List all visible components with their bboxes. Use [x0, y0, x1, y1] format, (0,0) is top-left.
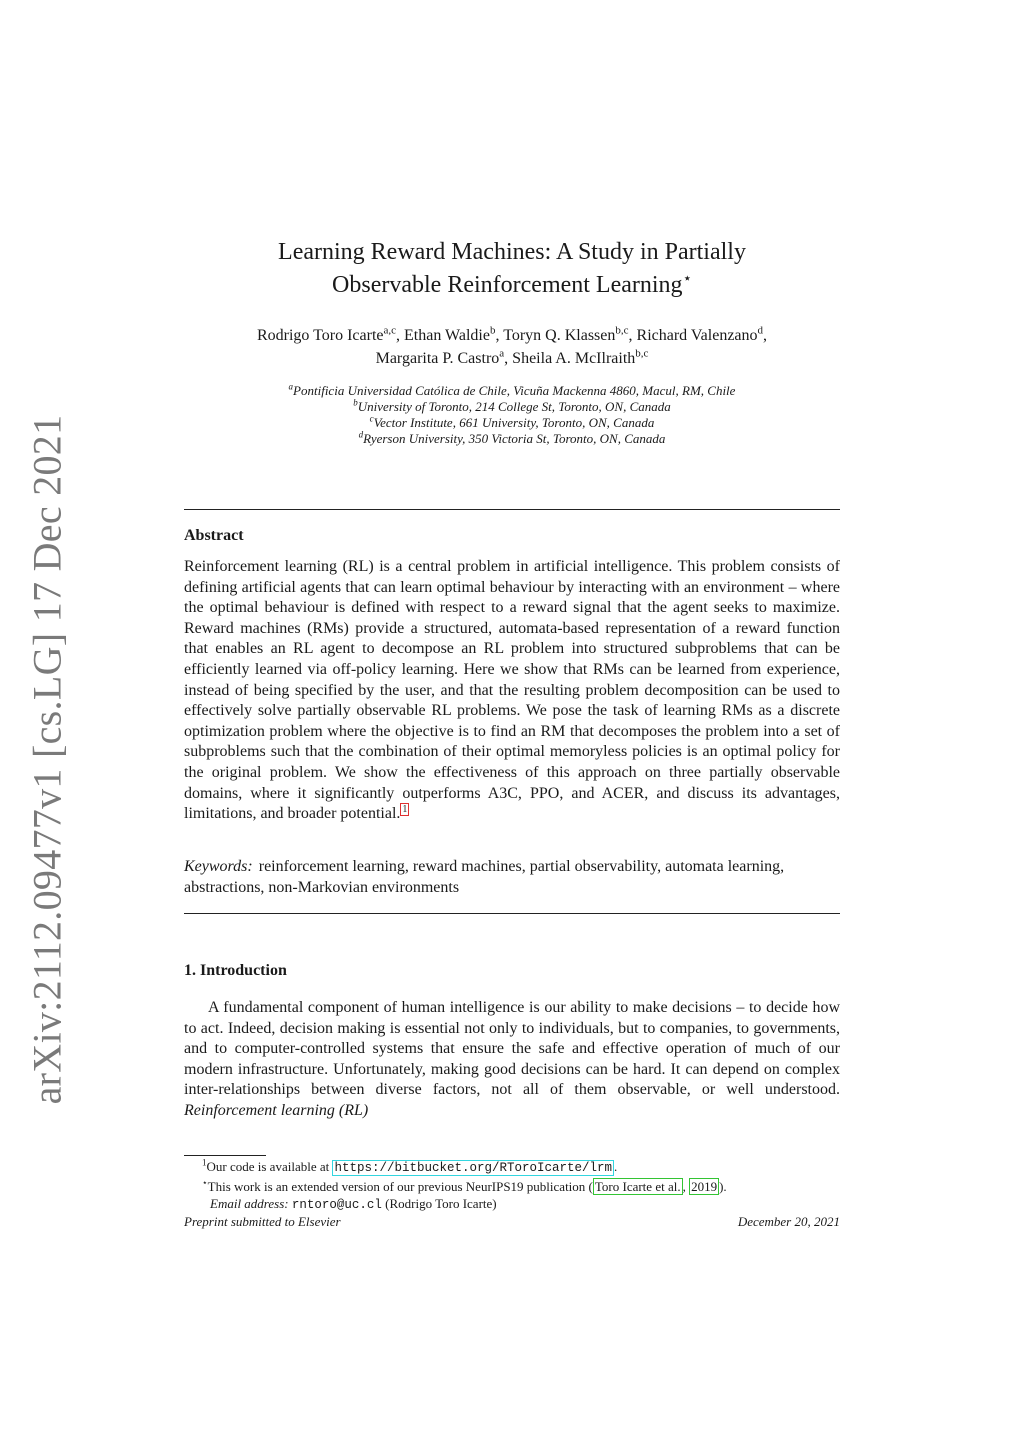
author: Toryn Q. Klassen$^{b,c}$, — [503, 324, 637, 344]
title-line-1: Learning Reward Machines: A Study in Partially — [278, 239, 746, 265]
footer-date: December 20, 2021 — [737, 1214, 840, 1229]
paper-title — [184, 236, 840, 302]
footer-journal: Preprint submitted to Elsevier — [184, 1214, 341, 1229]
author: Richard Valenzano$^d$, — [636, 324, 768, 344]
footnote-link-1[interactable]: 1 — [402, 803, 408, 815]
footnotes — [184, 1158, 840, 1215]
affiliation: $^c$Vector Institute, 661 University, Toronto, ON, Canada — [369, 413, 655, 430]
keywords-label: Keywords: — [184, 858, 253, 875]
arxiv-identifier-stamp — [12, 414, 82, 1104]
footnote-1: $^1$Our code is available at https://bitbucket.org/RToroIcarte/lrm . — [202, 1157, 618, 1175]
abstract-top-divider — [184, 509, 840, 510]
citation-link-year[interactable]: 2019 — [691, 1178, 718, 1194]
abstract-bottom-divider — [184, 913, 840, 914]
code-repository-link[interactable]: https://bitbucket.org/RToroIcarte/lrm — [334, 1161, 613, 1175]
page-footer — [184, 1214, 840, 1230]
email-footnote: Email address: rntoro@uc.cl (Rodrigo Toro Icarte) — [210, 1196, 497, 1212]
abstract-body: Reinforcement learning (RL) is a central problem in artificial intelligence. This problem consists of defining artificial agents that can learn optimal behaviour by interacting with an environment – where the optimal behaviour is defined with respect to a reward signal that the agent seeks to maximize. Reward machines (RMs) provide a structured, automata-based representation of a reward function that enables an RL agent to decompose an RL problem into structured subproblems that can be efficiently learned via off-policy learning. Here we show that RMs can be learned from experience, instead of being specified by the user, and that the resulting problem decomposition can be used to effectively solve partially observable RL problems. We pose the task of learning RMs as a discrete optimization problem where the objective is to find an RM that decomposes the problem into a set of subproblems such that the combination of their optimal memoryless policies is an optimal policy for the original problem. We show the effectiveness of this approach on three partially observable domains, where it significantly outperforms A3C, PPO, and ACER, and discuss its advantages, limitations, and broader potential. $^1$ — [184, 558, 840, 823]
author: Rodrigo Toro Icarte$^{a,c}$, — [256, 324, 405, 344]
affiliation: $^d$Ryerson University, 350 Victoria St, Toronto, ON, Canada — [358, 429, 666, 446]
citation-link-author[interactable]: Toro Icarte et al. — [594, 1178, 681, 1194]
author-list — [184, 324, 840, 370]
author: Sheila A. McIlraith$^{b,c}$ — [512, 347, 649, 367]
footnote-star: ⋆This work is an extended version of our previous NeurIPS19 publication ( Toro Icarte et al. , 2019 ). — [202, 1177, 727, 1194]
introduction-paragraph: A fundamental component of human intelligence is our ability to make decisions – to decide how to act. Indeed, decision making is essential not only to individuals, but to companies, to governments, and to computer-controlled systems that ensure the safe and effective operation of much of our modern infrastructure. Unfortunately, making good decisions can be hard. It can depend on complex inter-relationships between diverse factors, not all of them observable, or well understood. Reinforcement learning (RL) — [184, 999, 840, 1119]
footnote-divider — [184, 1155, 266, 1156]
author: Margarita P. Castro$^a$, — [375, 347, 513, 367]
keywords-text: reinforcement learning, reward machines, partial observability, automata learning, abstractions, non-Markovian environments — [184, 858, 785, 896]
title-line-2: Observable Reinforcement Learning — [332, 272, 683, 298]
affiliation-list — [184, 383, 840, 447]
keywords — [184, 857, 840, 898]
title-footnote-marker: ⋆ — [682, 271, 692, 287]
section-heading-introduction: 1. Introduction — [184, 962, 287, 979]
affiliation: $^b$University of Toronto, 214 College St, Toronto, ON, Canada — [353, 397, 671, 414]
abstract-heading: Abstract — [184, 527, 244, 544]
affiliation: $^a$Pontificia Universidad Católica de Chile, Vicuña Mackenna 4860, Macul, RM, Chile — [288, 381, 736, 398]
email-address: rntoro@uc.cl — [291, 1198, 382, 1212]
arxiv-identifier-text: arXiv:2112.09477v1 [cs.LG] 17 Dec 2021 — [24, 414, 70, 1104]
author: Ethan Waldie$^b$, — [404, 324, 504, 344]
